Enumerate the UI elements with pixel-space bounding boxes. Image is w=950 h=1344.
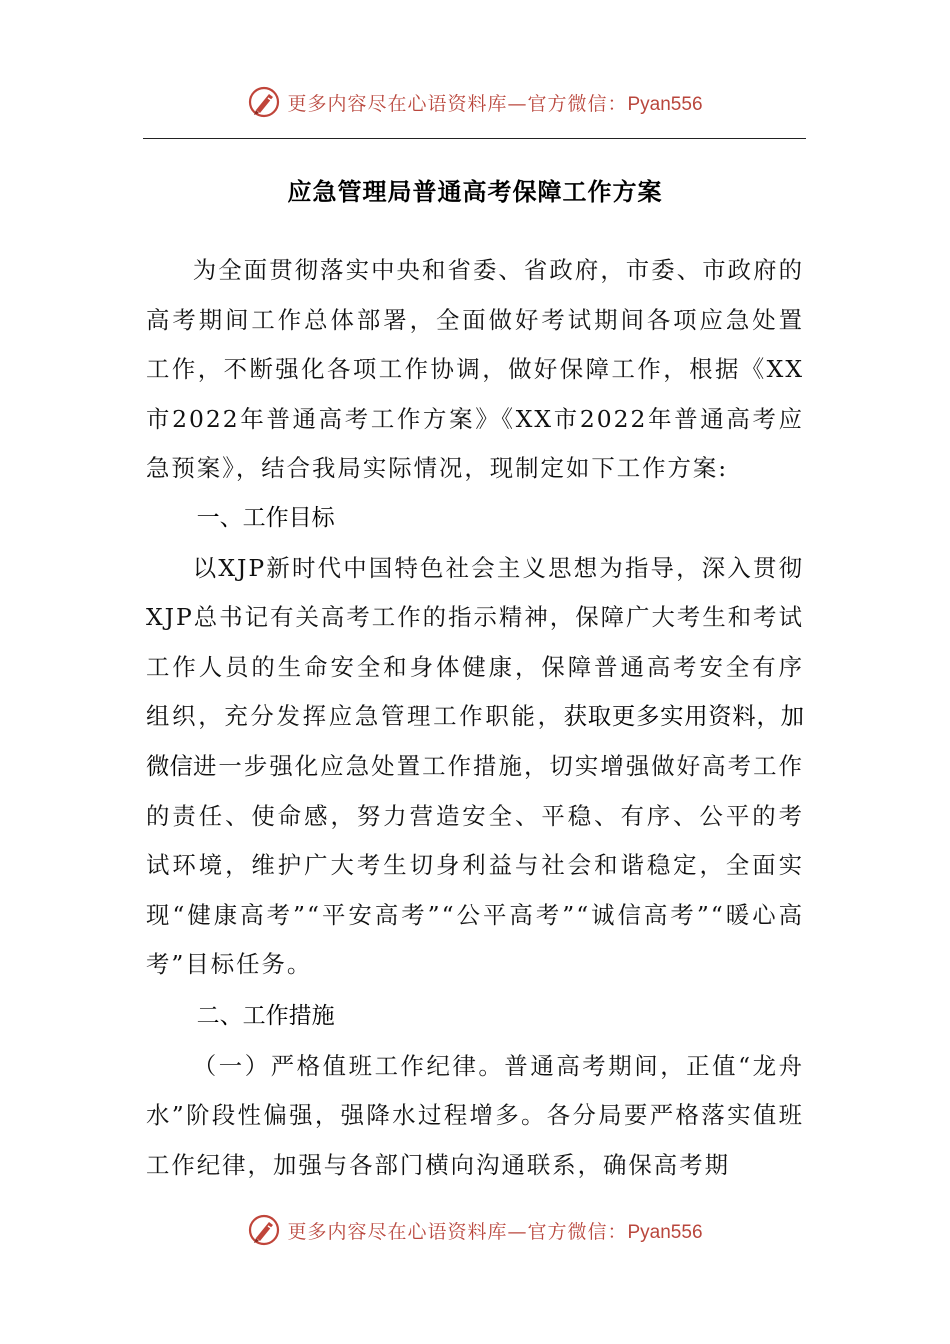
section-1-paragraph (146, 544, 804, 990)
watermark-footer (0, 1210, 950, 1250)
watermark-wechat-id: Pyan556 (627, 1221, 703, 1243)
watermark-header (0, 82, 950, 122)
section-2-heading: 二、工作措施 (196, 1002, 335, 1029)
section-1-heading: 一、工作目标 (196, 504, 335, 531)
watermark-text: 更多内容尽在心语资料库—官方微信：Pyan556 (287, 92, 703, 115)
section-1-text-a: 以XJP新时代中国特色社会主义思想为指导，深入贯彻XJP总书记有关高考工作的指示精神，保障广大考生和考试工作人员的生命安全和身体健康，保障普通高考安全有序组织，充分发挥应急管理工作职能， (146, 553, 804, 731)
section-1-text-b: 进一步强化应急处置工作措施，切实增强做好高考工作的责任、使命感，努力营造安全、平稳、有序、公平的考试环境，维护广大考生切身利益与社会和谐稳定，全面实现“健康高考”“平安高考”“公平高考”“诚信高考”“暖心高考”目标任务。 (146, 751, 805, 979)
document-body (146, 246, 804, 1190)
document-title: 应急管理局普通高考保障工作方案 (287, 177, 663, 206)
intro-paragraph: 为全面贯彻落实中央和省委、省政府，市委、市政府的高考期间工作总体部署，全面做好考试期间各项应急处置工作，不断强化各项工作协调，做好保障工作，根据《XX市2022年普通高考工作方案》《XX市2022年普通高考应急预案》，结合我局实际情况，现制定如下工作方案: (146, 256, 804, 483)
watermark-wechat-id: Pyan556 (627, 93, 703, 115)
section-2-item-1: （一）严格值班工作纪律。普通高考期间，正值“龙舟水”阶段性偏强，强降水过程增多。各分局要严格落实值班工作纪律，加强与各部门横向沟通联系，确保高考期 (146, 1051, 804, 1179)
pen-nib-logo-icon (247, 85, 281, 119)
pen-nib-logo-icon (247, 1213, 281, 1247)
watermark-text: 更多内容尽在心语资料库—官方微信：Pyan556 (287, 1220, 703, 1243)
header-divider (143, 138, 806, 139)
inline-ad-text: 获取更多实用资料，加微信 (146, 702, 805, 780)
